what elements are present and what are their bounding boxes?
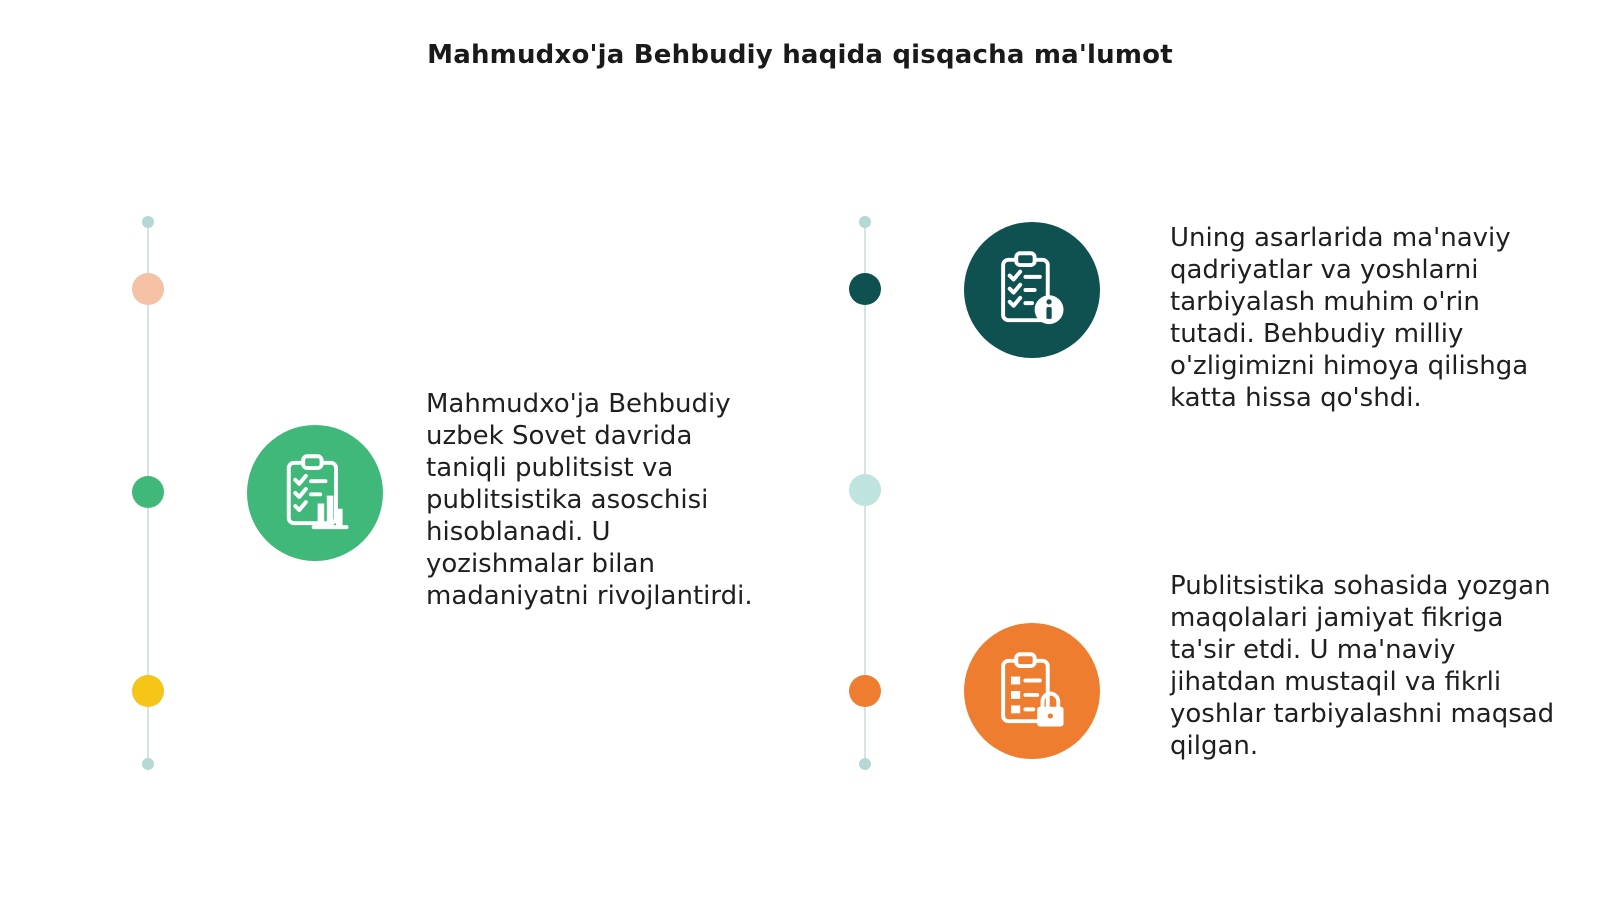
middle-timeline-start-dot xyxy=(859,216,871,228)
middle-timeline-dot-light-teal xyxy=(849,474,881,506)
item-text-2: Uning asarlarida ma'naviy qadriyatlar va yoshlarni tarbiyalash muhim o'rin tutadi. Behbudiy milliy o'zligimizni himoya qilishga katta hissa qo'shdi. xyxy=(1170,223,1529,413)
item-text-1: Mahmudxo'ja Behbudiy uzbek Sovet davrida taniqli publitsist va publitsistika asoschisi hisoblanadi. U yozishmalar bilan madaniyatni rivojlantirdi. xyxy=(426,389,753,611)
page-title: Mahmudxo'ja Behbudiy haqida qisqacha ma'lumot xyxy=(427,40,1173,70)
clipboard-chart-icon xyxy=(247,425,383,561)
left-timeline-dot-green xyxy=(132,476,164,508)
left-timeline-dot-peach xyxy=(132,273,164,305)
left-timeline-dot-yellow xyxy=(132,675,164,707)
item-text-3: Publitsistika sohasida yozgan maqolalari jamiyat fikriga ta'sir etdi. U ma'naviy jihatdan mustaqil va fikrli yoshlar tarbiyalashni maqsad qilgan. xyxy=(1170,571,1555,761)
middle-timeline-dot-dark-teal xyxy=(849,273,881,305)
left-timeline-start-dot xyxy=(142,216,154,228)
middle-timeline-dot-orange xyxy=(849,675,881,707)
clipboard-lock-icon xyxy=(964,623,1100,759)
clipboard-info-icon xyxy=(964,222,1100,358)
left-timeline-end-dot xyxy=(142,758,154,770)
middle-timeline-end-dot xyxy=(859,758,871,770)
